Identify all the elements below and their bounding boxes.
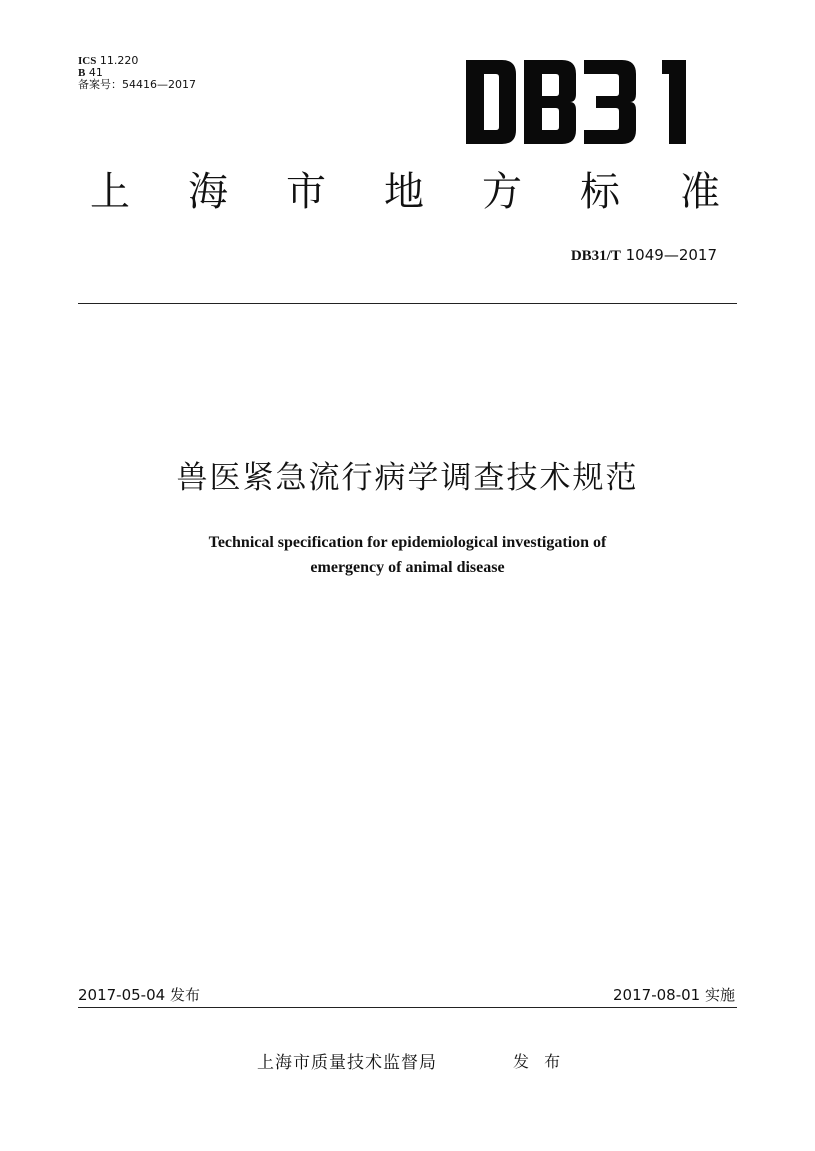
issue-date (78, 984, 200, 1005)
issuer-action: 发 布 (513, 1052, 561, 1071)
record-number: 54416—2017 (122, 78, 196, 91)
standard-type-char: 市 (286, 169, 326, 215)
logo-digit-3 (584, 60, 636, 144)
issue-date-label: 发布 (169, 986, 200, 1004)
english-title (0, 530, 815, 580)
record-label: 备案号： (78, 78, 122, 91)
standard-type-title (80, 168, 740, 218)
ics-prefix: ICS (78, 55, 97, 67)
effective-date-value: 2017-08-01 (613, 986, 701, 1004)
logo-digit-1 (662, 60, 686, 144)
ccs-prefix: B (78, 67, 86, 79)
document-metadata (78, 55, 196, 91)
standard-type-char: 标 (580, 169, 620, 215)
ccs-code: 41 (88, 66, 103, 79)
logo-letter-d (466, 60, 516, 144)
effective-date-label: 实施 (704, 986, 735, 1004)
issue-date-value: 2017-05-04 (78, 986, 166, 1004)
english-title-line-2: emergency of animal disease (310, 559, 505, 576)
header-divider (78, 303, 737, 304)
logo-letter-b (524, 60, 576, 144)
standard-number-prefix: DB31/T (570, 248, 621, 264)
footer-divider (78, 1007, 737, 1008)
ics-code: 11.220 (99, 54, 139, 67)
standard-number-value: 1049—2017 (625, 246, 717, 264)
db31-logo (466, 60, 692, 144)
english-title-line-1: Technical specification for epidemiological investigation of (208, 534, 607, 551)
standard-type-char: 方 (482, 169, 522, 215)
effective-date (613, 984, 735, 1005)
standard-type-char: 地 (384, 169, 424, 215)
standard-type-char: 上 (90, 169, 130, 215)
standard-type-char: 准 (680, 169, 720, 215)
issuer-name: 上海市质量技术监督局 (257, 1053, 437, 1073)
standard-number (571, 246, 717, 265)
chinese-title: 兽医紧急流行病学调查技术规范 (176, 460, 639, 496)
standard-type-char: 海 (188, 169, 228, 215)
record-line (78, 79, 196, 91)
